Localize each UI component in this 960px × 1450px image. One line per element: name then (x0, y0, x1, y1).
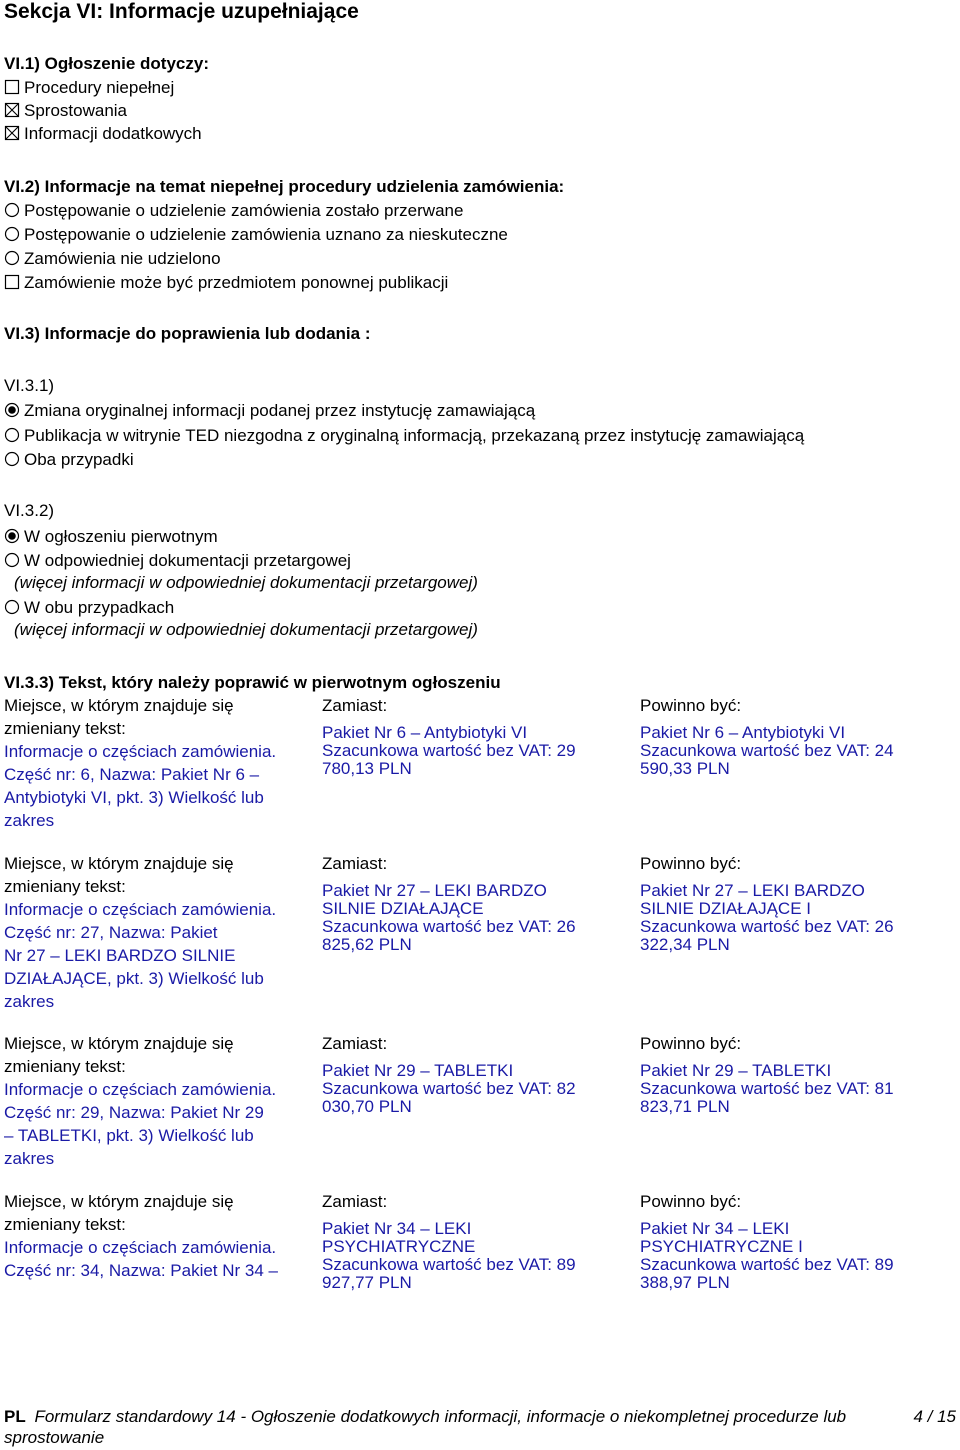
place-value: DZIAŁAJĄCE, pkt. 3) Wielkość lub (4, 969, 264, 988)
entry-should (640, 694, 894, 778)
should-value: 590,33 PLN (640, 759, 730, 778)
instead-value: 927,77 PLN (322, 1273, 412, 1292)
instead-value: SILNIE DZIAŁAJĄCE (322, 899, 484, 918)
place-value: Część nr: 27, Nazwa: Pakiet (4, 923, 218, 942)
radio-empty-icon (4, 552, 20, 568)
instead-value: Pakiet Nr 34 – LEKI (322, 1219, 472, 1238)
place-value: Nr 27 – LEKI BARDZO SILNIE (4, 946, 236, 965)
instead-value: 030,70 PLN (322, 1097, 412, 1116)
radio-empty-icon (4, 202, 20, 218)
footer-lang: PL (4, 1407, 26, 1426)
radio-empty-icon (4, 451, 20, 467)
place-label: Miejsce, w którym znajduje się (4, 1192, 234, 1211)
entry-place (4, 694, 276, 832)
should-value: SILNIE DZIAŁAJĄCE I (640, 899, 811, 918)
vi2-option-2[interactable]: Zamówienia nie udzielono (4, 247, 221, 270)
instead-value: Pakiet Nr 6 – Antybiotyki VI (322, 723, 528, 742)
place-value: Informacje o częściach zamówienia. (4, 1238, 277, 1257)
vi1-heading: VI.1) Ogłoszenie dotyczy: (4, 54, 209, 73)
checkbox-empty-icon (4, 274, 20, 290)
instead-value: Szacunkowa wartość bez VAT: 82 (322, 1079, 576, 1098)
instead-value: Szacunkowa wartość bez VAT: 89 (322, 1255, 576, 1274)
vi1-option-0[interactable]: Procedury niepełnej (4, 76, 174, 99)
radio-selected-icon (4, 402, 20, 418)
entry-place (4, 1032, 276, 1170)
should-value: Szacunkowa wartość bez VAT: 26 (640, 917, 894, 936)
place-value: zakres (4, 1149, 55, 1168)
entry-place (4, 852, 276, 1013)
vi31-option-2[interactable]: Oba przypadki (4, 448, 134, 471)
should-value: PSYCHIATRYCZNE I (640, 1237, 803, 1256)
radio-empty-icon (4, 427, 20, 443)
instead-label: Zamiast: (322, 1192, 388, 1211)
place-value: zakres (4, 811, 55, 830)
vi2-option-0[interactable]: Postępowanie o udzielenie zamówienia zostało przerwane (4, 199, 463, 222)
instead-value: PSYCHIATRYCZNE (322, 1237, 476, 1256)
vi2-heading: VI.2) Informacje na temat niepełnej procedury udzielenia zamówienia: (4, 177, 565, 196)
should-value: Szacunkowa wartość bez VAT: 89 (640, 1255, 894, 1274)
place-label: zmieniany tekst: (4, 1057, 126, 1076)
vi32-option-2[interactable]: W obu przypadkach (4, 596, 174, 619)
should-label: Powinno być: (640, 854, 742, 873)
instead-label: Zamiast: (322, 854, 388, 873)
instead-value: Pakiet Nr 27 – LEKI BARDZO (322, 881, 547, 900)
place-label: zmieniany tekst: (4, 877, 126, 896)
should-value: Szacunkowa wartość bez VAT: 24 (640, 741, 894, 760)
footer-form (4, 1407, 846, 1427)
footer-page-number: 4 / 15 (913, 1407, 956, 1426)
entry-instead (322, 694, 576, 778)
instead-value: 780,13 PLN (322, 759, 412, 778)
place-value: Informacje o częściach zamówienia. (4, 900, 277, 919)
should-value: Pakiet Nr 29 – TABLETKI (640, 1061, 832, 1080)
checkbox-checked-icon (4, 102, 20, 118)
should-label: Powinno być: (640, 1034, 742, 1053)
place-value: Informacje o częściach zamówienia. (4, 1080, 277, 1099)
should-value: Pakiet Nr 34 – LEKI (640, 1219, 790, 1238)
entry-instead (322, 1032, 576, 1116)
entry-should (640, 1190, 894, 1292)
should-value: 322,34 PLN (640, 935, 730, 954)
instead-label: Zamiast: (322, 696, 388, 715)
entry-instead (322, 1190, 576, 1292)
radio-empty-icon (4, 599, 20, 615)
place-value: zakres (4, 992, 55, 1011)
place-value: Informacje o częściach zamówienia. (4, 742, 277, 761)
section-title: Sekcja VI: Informacje uzupełniające (4, 0, 359, 23)
entry-should (640, 1032, 894, 1116)
checkbox-checked-icon (4, 125, 20, 141)
vi31-option-0[interactable]: Zmiana oryginalnej informacji podanej przez instytucję zamawiającą (4, 399, 535, 422)
should-value: Pakiet Nr 6 – Antybiotyki VI (640, 723, 846, 742)
place-label: Miejsce, w którym znajduje się (4, 1034, 234, 1053)
vi1-option-2[interactable]: Informacji dodatkowych (4, 122, 202, 145)
should-value: 388,97 PLN (640, 1273, 730, 1292)
entry-instead (322, 852, 576, 954)
radio-empty-icon (4, 226, 20, 242)
place-label: Miejsce, w którym znajduje się (4, 696, 234, 715)
checkbox-empty-icon (4, 79, 20, 95)
place-value: – TABLETKI, pkt. 3) Wielkość lub (4, 1126, 254, 1145)
instead-label: Zamiast: (322, 1034, 388, 1053)
place-value: Część nr: 29, Nazwa: Pakiet Nr 29 (4, 1103, 264, 1122)
vi2-option-3[interactable]: Zamówienie może być przedmiotem ponownej publikacji (4, 271, 448, 294)
vi2-option-1[interactable]: Postępowanie o udzielenie zamówienia uznano za nieskuteczne (4, 223, 508, 246)
footer-form-title: Formularz standardowy 14 - Ogłoszenie dodatkowych informacji, informacje o niekompletnej procedurze lub (34, 1407, 847, 1426)
vi32-option-1[interactable]: W odpowiedniej dokumentacji przetargowej (4, 549, 351, 572)
place-value: Antybiotyki VI, pkt. 3) Wielkość lub (4, 788, 264, 807)
footer-form-title-line2: sprostowanie (4, 1428, 105, 1447)
instead-value: Szacunkowa wartość bez VAT: 29 (322, 741, 576, 760)
vi32-heading: VI.3.2) (4, 501, 55, 520)
instead-value: 825,62 PLN (322, 935, 412, 954)
vi1-option-1[interactable]: Sprostowania (4, 99, 127, 122)
entry-should (640, 852, 894, 954)
radio-selected-icon (4, 528, 20, 544)
place-value: Część nr: 6, Nazwa: Pakiet Nr 6 – (4, 765, 260, 784)
radio-empty-icon (4, 250, 20, 266)
should-value: 823,71 PLN (640, 1097, 730, 1116)
should-value: Pakiet Nr 27 – LEKI BARDZO (640, 881, 865, 900)
place-label: zmieniany tekst: (4, 719, 126, 738)
vi3-heading: VI.3) Informacje do poprawienia lub dodania : (4, 324, 371, 343)
vi31-heading: VI.3.1) (4, 376, 55, 395)
should-label: Powinno być: (640, 696, 742, 715)
entry-place (4, 1190, 278, 1282)
place-label: zmieniany tekst: (4, 1215, 126, 1234)
instead-value: Pakiet Nr 29 – TABLETKI (322, 1061, 514, 1080)
vi33-heading: VI.3.3) Tekst, który należy poprawić w pierwotnym ogłoszeniu (4, 673, 501, 692)
place-label: Miejsce, w którym znajduje się (4, 854, 234, 873)
place-value: Część nr: 34, Nazwa: Pakiet Nr 34 – (4, 1261, 279, 1280)
vi32-note-2: (więcej informacji w odpowiedniej dokumentacji przetargowej) (14, 620, 478, 639)
vi31-option-1[interactable]: Publikacja w witrynie TED niezgodna z oryginalną informacją, przekazaną przez instytucję zamawiającą (4, 424, 804, 447)
instead-value: Szacunkowa wartość bez VAT: 26 (322, 917, 576, 936)
should-label: Powinno być: (640, 1192, 742, 1211)
should-value: Szacunkowa wartość bez VAT: 81 (640, 1079, 894, 1098)
vi32-option-0[interactable]: W ogłoszeniu pierwotnym (4, 525, 218, 548)
vi32-note-1: (więcej informacji w odpowiedniej dokumentacji przetargowej) (14, 573, 478, 592)
